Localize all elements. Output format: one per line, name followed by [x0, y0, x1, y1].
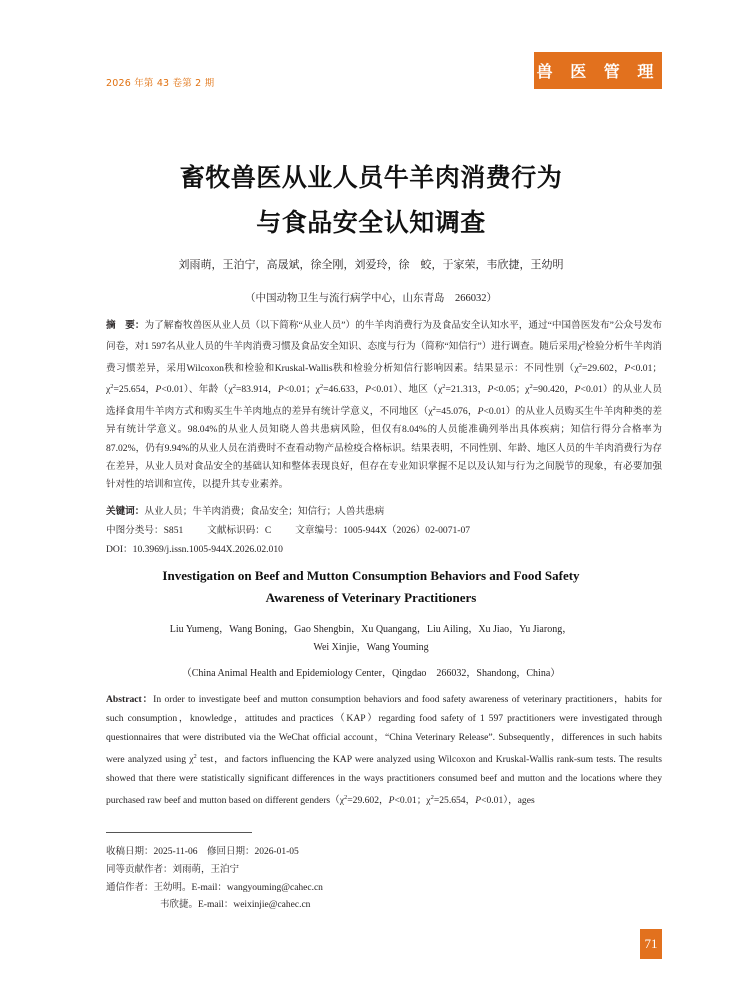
article-number-label: 文章编号：: [295, 525, 344, 536]
classification-line: [106, 522, 662, 540]
equal-contribution-label: 同等贡献作者：: [106, 864, 173, 875]
doc-code-value: C: [264, 525, 272, 536]
abstract-en-text: <0.01；χ: [394, 795, 431, 807]
keywords-cn: [106, 503, 662, 521]
abstract-en-text: test，and factors influencing the KAP were analyzed using Wilcoxon and Kruskal-Wallis rank-sum tests. The results showed that there were statistically significant differences in the ways practitioners consumed beef and mutton and the locations where they purchased raw beef and mutton based on different genders（χ: [106, 754, 662, 807]
authors-cn: 刘雨萌，王泊宁，高晟斌，徐全刚，刘爱玲，徐 蛟，于家荣，韦欣捷，王幼明: [178, 258, 564, 271]
title-cn-line-1: 畜牧兽医从业人员牛羊肉消费行为: [179, 163, 563, 192]
superscript: 2: [232, 383, 236, 391]
superscript: 2: [578, 361, 582, 369]
footnote-equal-contribution: [106, 861, 239, 879]
p-symbol: P: [388, 795, 395, 807]
abstract-cn-text: =21.313，: [445, 384, 488, 396]
doi: DOI：10.3969/j.issn.1005-944X.2026.02.010: [106, 544, 283, 555]
title-en-line-1: Investigation on Beef and Mutton Consumption Behaviors and Food Safety: [162, 568, 580, 583]
superscript: 2: [442, 383, 446, 391]
abstract-cn-text: 为了解畜牧兽医从业人员（以下简称“从业人员”）的牛羊肉消费行为及食品安全认知水平，通过“中国兽医发布”公众号发布问卷，对1 597名从业人员的牛羊肉消费习惯及食品安全知识、态度与行为（简称“知信行”）进行调查。随后采用χ: [106, 320, 663, 353]
abstract-cn-text: =46.633，: [323, 384, 366, 396]
title-en-line-2: Awareness of Veterinary Practitioners: [265, 590, 477, 605]
abstract-en-text: <0.01），ages: [481, 795, 535, 807]
p-symbol: P: [475, 795, 482, 807]
footnote-divider: [106, 832, 252, 833]
p-symbol: P: [487, 384, 494, 396]
footnote-dates: 收稿日期：2025-11-06 修回日期：2026-01-05: [106, 847, 299, 857]
abstract-en-text: =25.654，: [433, 795, 476, 807]
abstract-cn-text: <0.01；χ: [283, 384, 320, 396]
superscript: 2: [343, 794, 348, 802]
keywords-cn-label: 关键词：: [106, 506, 145, 517]
doc-code-label: 文献标识码：: [207, 525, 265, 536]
superscript: 2: [432, 404, 436, 412]
affiliation-cn: （中国动物卫生与流行病学中心，山东青岛 266032）: [245, 293, 497, 304]
affiliation-en: （China Animal Health and Epidemiology Center，Qingdao 266032，Shandong，China）: [181, 668, 561, 679]
superscript: 2: [319, 383, 324, 391]
footnote-corresponding-1: [106, 879, 323, 897]
abstract-cn-text: =45.076，: [435, 405, 478, 417]
abstract-en-text: =29.602，: [347, 795, 389, 807]
corresponding-label: 通信作者：: [106, 882, 154, 893]
abstract-cn-text: 检验分析牛羊肉消费习惯差异，采用Wilcoxon秩和检验和Kruskal-Wallis秩和检验分析知信行影响因素。结果显示：不同性别（χ: [106, 341, 663, 374]
superscript: 2: [193, 753, 197, 760]
abstract-cn-text: =25.654，: [113, 384, 156, 396]
abstract-cn-text: <0.01）、年龄（χ: [161, 384, 233, 396]
clc-value: S851: [163, 525, 184, 536]
corresponding-author-1: 王幼明。E-mail：wangyouming@cahec.cn: [153, 883, 323, 893]
abstract-cn-text: <0.01）的从业人员购买生牛羊肉种类的差异有统计学意义。98.04%的从业人员知晓人兽共患病风险，但仅有8.04%的人员能准确列举出具体疾病；知信行得分合格率为87.02%，仍有9.94%的从业人员在消费时不查看动物产品检疫合格标识。结果表明，不同性别、年龄、地区人员的牛羊肉消费行为存在差异，从业人员对食品安全的基础认知和整体表现良好，但存在专业知识掌握不足以及认知与行为之间脱节的现象，有必要加强针对性的培训和宣传，以提升其专业素养。: [106, 405, 662, 491]
footnote-corresponding-2: 韦欣捷。E-mail：weixinjie@cahec.cn: [160, 900, 311, 910]
abstract-en-text: In order to investigate beef and mutton consumption behaviors and food safety awareness of veterinary practitioners，habits for such consumption，knowledge，attitudes and practices（KAP）regarding food safety of 1 597 practitioners were investigated through questionnaires that were distributed via the WeChat official account，“China Veterinary Release”. Subsequently，differences in such habits were analyzed using χ: [106, 694, 663, 766]
superscript: 2: [581, 340, 586, 348]
abstract-cn-text: <0.01）、地区（χ: [370, 384, 443, 396]
abstract-en: [106, 690, 662, 810]
p-symbol: P: [624, 362, 631, 374]
superscript: 2: [529, 383, 533, 391]
abstract-cn-text: =29.602，: [582, 362, 625, 374]
abstract-cn: [106, 317, 662, 494]
p-symbol: P: [574, 384, 581, 396]
abstract-cn-text: <0.01）的从业人员选择食用牛羊肉方式和购买生牛羊肉地点的差异有统计学意义，不同地区（χ: [106, 384, 663, 417]
p-symbol: P: [477, 405, 484, 417]
abstract-cn-text: =90.420，: [532, 384, 575, 396]
abstract-cn-text: <0.05；χ: [493, 384, 530, 396]
p-symbol: P: [365, 384, 371, 396]
p-symbol: P: [155, 384, 162, 396]
p-symbol: P: [277, 384, 284, 396]
abstract-cn-label: 摘 要：: [106, 320, 145, 331]
equal-contribution-names: 刘雨萌，王泊宁: [172, 865, 240, 875]
clc-label: 中图分类号：: [106, 525, 164, 536]
title-cn-line-2: 与食品安全认知调查: [256, 208, 486, 237]
authors-en-line-2: Wei Xinjie，Wang Youming: [313, 642, 429, 653]
abstract-cn-text: <0.01；χ: [106, 362, 662, 396]
article-number-value: 1005-944X（2026）02-0071-07: [343, 525, 471, 536]
abstract-en-label: Abstract：: [106, 694, 154, 705]
journal-issue: 2026 年第 43 卷第 2 期: [106, 78, 215, 89]
keywords-cn-text: 从业人员；牛羊肉消费；食品安全；知信行；人兽共患病: [144, 506, 385, 517]
superscript: 2: [110, 383, 114, 391]
page-number: 71: [640, 929, 662, 959]
abstract-cn-text: =83.914，: [235, 384, 278, 396]
superscript: 2: [430, 794, 434, 802]
authors-en-line-1: Liu Yumeng，Wang Boning，Gao Shengbin，Xu Quangang，Liu Ailing，Xu Jiao，Yu Jiarong，: [169, 624, 573, 635]
section-badge: 兽 医 管 理: [534, 52, 662, 89]
